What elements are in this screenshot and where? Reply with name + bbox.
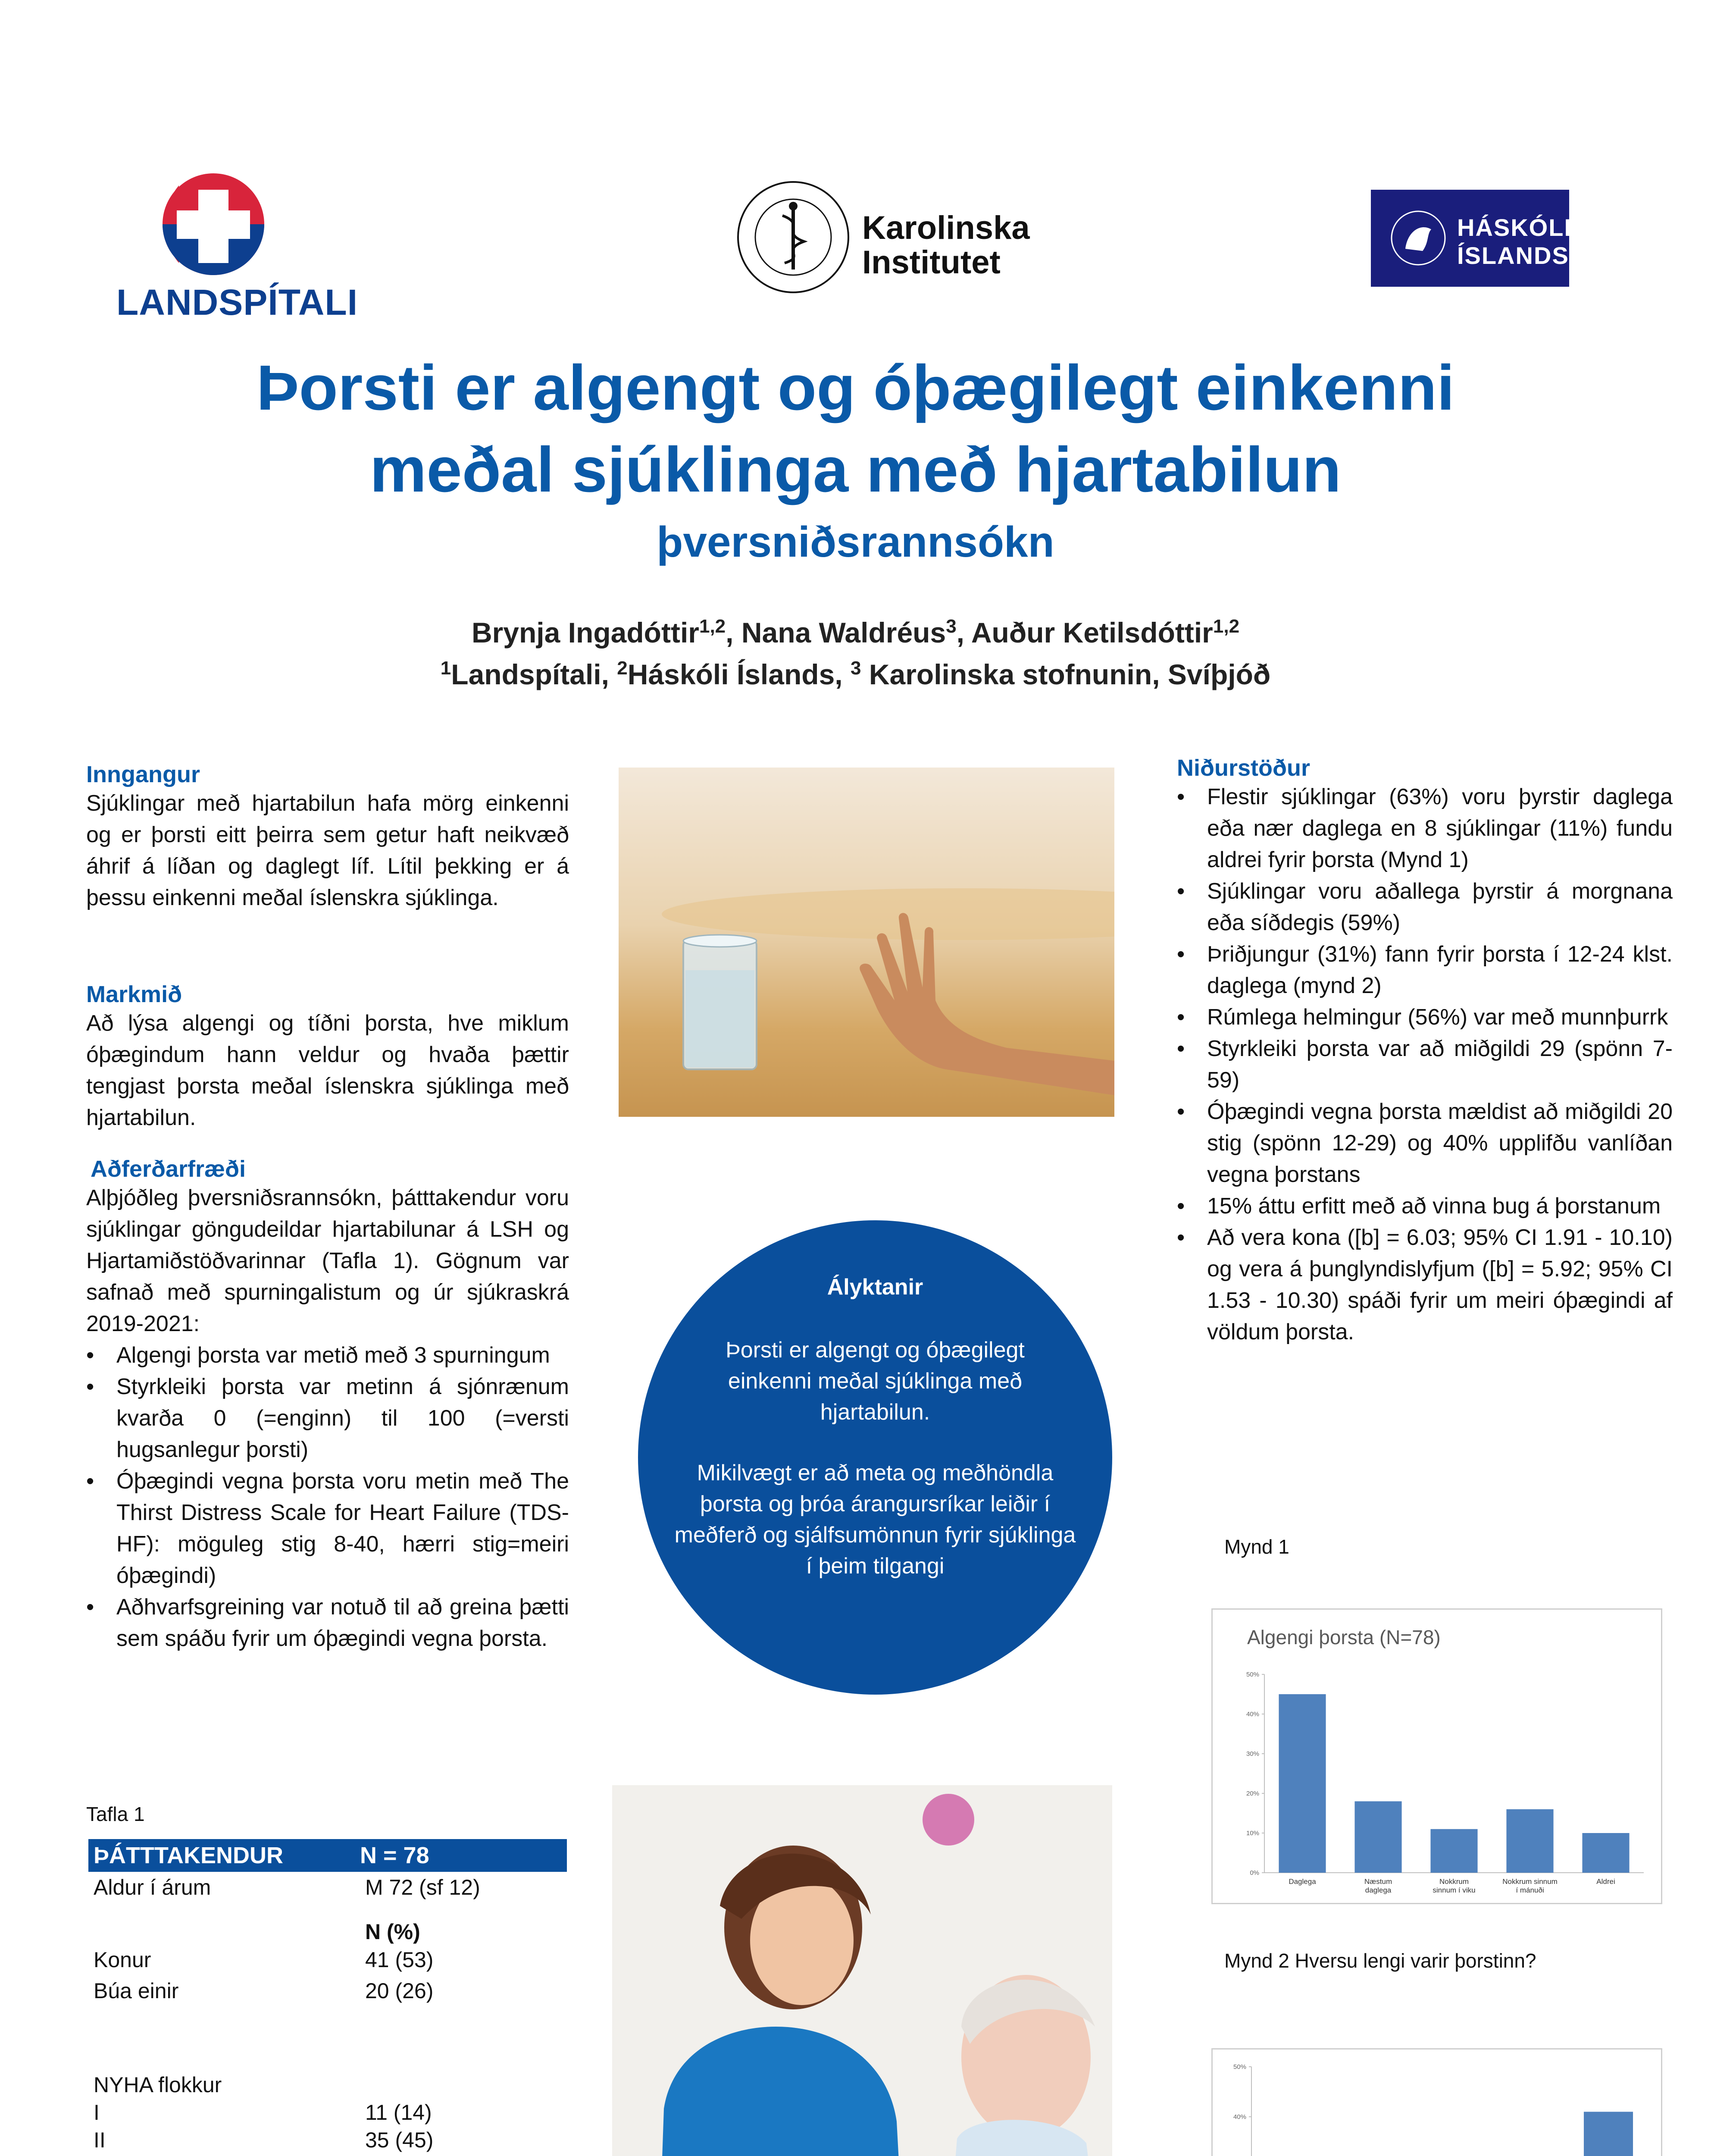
methods-text: Alþjóðleg þversniðsrannsókn, þátttakendur voru sjúklingar göngudeildar hjartabilunar á LSH og Hjartamiðstöðvarinnar (Tafla 1). Gögnum var safnað með spurningalistum og úr sjúkraskrá 2019-2021: bbox=[86, 1185, 569, 1336]
figure2-caption: Mynd 2 Hversu lengi varir þorstinn? bbox=[1224, 1949, 1536, 1972]
list-item: • Óþægindi vegna þorsta voru metin með The Thirst Distress Scale for Heart Failure (TDS-HF): möguleg stig 8-40, hærri stig=meiri óþægindi) bbox=[116, 1466, 569, 1592]
x-tick-label: í mánuði bbox=[1516, 1886, 1544, 1894]
table-row: II 35 (45) bbox=[94, 2128, 434, 2152]
table1-header-col2: N = 78 bbox=[360, 1843, 429, 1868]
list-item: • Styrkleiki þorsta var að miðgildi 29 (spönn 7-59) bbox=[1207, 1033, 1673, 1096]
table1-body bbox=[88, 1872, 567, 2156]
list-item: • 15% áttu erfitt með að vinna bug á þorstanum bbox=[1207, 1191, 1673, 1222]
authors: Brynja Ingadóttir$^{1,2}$, Nana Waldréus$^3$, Auður Ketilsdóttir$^{1,2}$ bbox=[471, 616, 1240, 649]
landspitali-wordmark: LANDSPÍTALI bbox=[116, 282, 358, 323]
karolinska-seal-icon bbox=[733, 177, 854, 298]
table1 bbox=[88, 1839, 567, 2156]
karolinska-wordmark-2: Institutet bbox=[862, 244, 1001, 281]
list-item: • Óþægindi vegna þorsta mældist að miðgildi 20 stig (spönn 12-29) og 40% upplifðu vanlíðan vegna þorstans bbox=[1207, 1096, 1673, 1191]
y-tick-label: 30% bbox=[1246, 1750, 1259, 1758]
subtitle: þversniðsrannsókn bbox=[657, 518, 1054, 566]
results-heading: Niðurstöður bbox=[1177, 755, 1310, 781]
karolinska-wordmark-1: Karolinska bbox=[862, 210, 1030, 246]
landspitali-logo bbox=[116, 172, 358, 323]
bar bbox=[1279, 1694, 1326, 1873]
figure2-svg bbox=[1213, 2049, 1661, 2156]
x-tick-label: Aldrei bbox=[1596, 1877, 1615, 1886]
table-row: I 11 (14) bbox=[94, 2100, 432, 2125]
bar bbox=[1430, 1829, 1477, 1873]
y-tick-label: 10% bbox=[1246, 1830, 1259, 1837]
table-row: Aldur í árum M 72 (sf 12) bbox=[94, 1875, 480, 1899]
title-line-2: meðal sjúklinga með hjartabilun bbox=[369, 434, 1342, 505]
intro-heading: Inngangur bbox=[86, 761, 200, 787]
list-item: • Þriðjungur (31%) fann fyrir þorsta í 12-24 klst. daglega (mynd 2) bbox=[1207, 939, 1673, 1002]
table-row: Búa einir 20 (26) bbox=[94, 1979, 434, 2003]
list-item: • Flestir sjúklingar (63%) voru þyrstir daglega eða nær daglega en 8 sjúklingar (11%) fundu aldrei fyrir þorsta (Mynd 1) bbox=[1207, 781, 1673, 876]
y-tick-label: 0% bbox=[1250, 1869, 1259, 1877]
author-1: Brynja Ingadóttir bbox=[471, 617, 699, 649]
bar bbox=[1582, 1833, 1629, 1873]
figure2-chart bbox=[1211, 2048, 1662, 2156]
intro-section bbox=[86, 761, 569, 914]
hi-wordmark-2: ÍSLANDS bbox=[1457, 242, 1569, 269]
methods-heading: Aðferðarfræði bbox=[91, 1156, 246, 1182]
list-item: • Algengi þorsta var metið með 3 spurningum bbox=[116, 1340, 569, 1371]
nurse-photo bbox=[612, 1785, 1112, 2156]
y-tick-label: 40% bbox=[1233, 2113, 1246, 2121]
x-tick-label: sinnum í viku bbox=[1433, 1886, 1476, 1894]
aim-text: Að lýsa algengi og tíðni þorsta, hve miklum óþægindum hann veldur og hvaða þættir tengjast þorsta meðal íslenskra sjúklinga með hjartabilun. bbox=[86, 1011, 569, 1130]
nurse-and-patient-icon bbox=[612, 1785, 1112, 2156]
title-line-1: Þorsti er algengt og óþægilegt einkenni bbox=[256, 352, 1455, 423]
results-list bbox=[1177, 781, 1673, 1348]
table-row: NYHA flokkur bbox=[94, 2073, 222, 2097]
table1-header bbox=[88, 1839, 567, 1872]
hi-wordmark-1: HÁSKÓLI bbox=[1457, 214, 1572, 241]
table-row bbox=[88, 2006, 567, 2071]
intro-text: Sjúklingar með hjartabilun hafa mörg einkenni og er þorsti eitt þeirra sem getur haft neikvæð áhrif á líðan og daglegt líf. Lítil þekking er á þessu einkenni meðal íslenskra sjúklinga. bbox=[86, 791, 569, 910]
x-tick-label: daglega bbox=[1365, 1886, 1392, 1894]
x-tick-label: Nokkrum sinnum bbox=[1502, 1877, 1558, 1886]
conclusions-text-1: Þorsti er algengt og óþægilegt einkenni meðal sjúklinga með hjartabilun. bbox=[726, 1338, 1025, 1425]
table-row bbox=[88, 2154, 567, 2156]
karolinska-logo bbox=[733, 177, 1035, 319]
water-glass-and-hand-icon bbox=[619, 768, 1114, 1117]
figure1-caption: Mynd 1 bbox=[1224, 1536, 1289, 1558]
table1-header-col1: ÞÁTTTAKENDUR bbox=[94, 1843, 283, 1868]
table1-caption: Tafla 1 bbox=[86, 1803, 145, 1825]
conclusions-heading: Ályktanir bbox=[827, 1275, 923, 1300]
results-section bbox=[1177, 755, 1673, 1348]
list-item: • Að vera kona ([b] = 6.03; 95% CI 1.91 - 10.10) og vera á þunglyndislyfjum ([b] = 5.92; 95% CI 1.53 - 10.30) spáði fyrir um meiri óþægindi af völdum þorsta. bbox=[1207, 1222, 1673, 1348]
aim-heading: Markmið bbox=[86, 981, 182, 1007]
x-tick-label: Daglega bbox=[1289, 1877, 1316, 1886]
bar bbox=[1584, 2112, 1633, 2156]
y-tick-label: 50% bbox=[1233, 2063, 1246, 2071]
list-item: • Sjúklingar voru aðallega þyrstir á morgnana eða síðdegis (59%) bbox=[1207, 876, 1673, 939]
list-item: • Rúmlega helmingur (56%) var með munnþurrk bbox=[1207, 1002, 1673, 1033]
affiliations: $^1$Landspítali, $^2$Háskóli Íslands, $^3$ Karolinska stofnunin, Svíþjóð bbox=[440, 658, 1271, 690]
landspitali-cross-icon bbox=[116, 172, 310, 276]
figure1-chart bbox=[1211, 1608, 1662, 1904]
hi-athena-icon bbox=[1388, 208, 1448, 268]
figure1-svg bbox=[1213, 1610, 1661, 1903]
y-tick-label: 20% bbox=[1246, 1790, 1259, 1797]
thirst-photo bbox=[619, 768, 1114, 1117]
methods-list bbox=[86, 1340, 569, 1655]
bar bbox=[1506, 1809, 1553, 1873]
table-row: Konur 41 (53) bbox=[94, 1948, 434, 1972]
hi-logo bbox=[1371, 190, 1572, 287]
bar bbox=[1354, 1801, 1401, 1873]
y-tick-label: 50% bbox=[1246, 1671, 1259, 1678]
aim-section bbox=[86, 981, 569, 1134]
author-2: , Nana Waldréus bbox=[726, 617, 946, 649]
y-tick-label: 40% bbox=[1246, 1711, 1259, 1718]
conclusions-text-2: Mikilvægt er að meta og meðhöndla þorsta og þróa árangursríkar leiðir í meðferð og sjálfsumönnun fyrir sjúklinga í þeim tilgangi bbox=[674, 1460, 1076, 1579]
list-item: • Aðhvarfsgreining var notuð til að greina þætti sem spáðu fyrir um óþægindi vegna þorsta. bbox=[116, 1592, 569, 1655]
list-item: • Styrkleiki þorsta var metinn á sjónrænum kvarða 0 (=enginn) til 100 (=versti hugsanlegur þorsti) bbox=[116, 1371, 569, 1466]
methods-section bbox=[86, 1156, 569, 1655]
chart-title: Algengi þorsta (N=78) bbox=[1247, 1626, 1441, 1648]
x-tick-label: Næstum bbox=[1364, 1877, 1392, 1886]
author-3: , Auður Ketilsdóttir bbox=[956, 617, 1213, 649]
x-tick-label: Nokkrum bbox=[1439, 1877, 1469, 1886]
table-row: N (%) bbox=[365, 1920, 420, 1944]
